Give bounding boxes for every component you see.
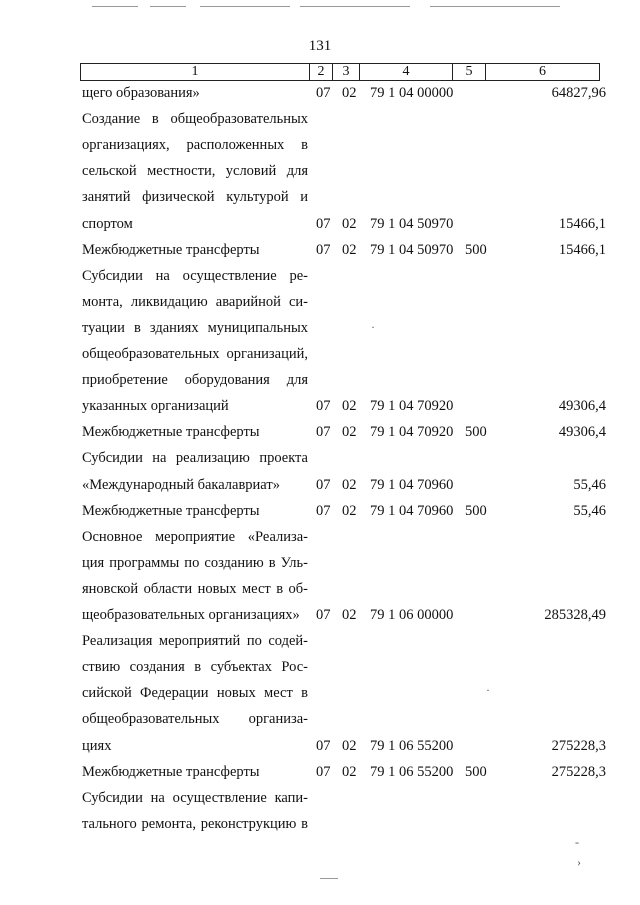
row-description: спортом: [82, 215, 133, 232]
row-amount: 15466,1: [558, 215, 606, 232]
row-code-3: 02: [342, 241, 357, 258]
row-code-4: 79 1 04 70960: [370, 476, 454, 493]
scan-speck: -: [575, 835, 579, 849]
table-row: [0, 472, 640, 498]
row-code-5: 500: [465, 241, 487, 258]
row-description: приобретение оборудования для: [82, 372, 308, 389]
row-code-2: 07: [316, 502, 331, 519]
row-amount: 55,46: [573, 476, 606, 493]
table-row: [0, 811, 640, 837]
table-row: [0, 211, 640, 237]
row-code-5: 500: [465, 424, 487, 441]
scan-artifact: [300, 6, 410, 7]
scan-artifact: [92, 6, 138, 7]
row-description: Межбюджетные трансферты: [82, 241, 260, 258]
table-row: [0, 158, 640, 184]
row-description: сельской местности, условий для: [82, 163, 308, 180]
row-description: Создание в общеобразовательных: [82, 111, 308, 128]
row-amount: 275228,3: [551, 737, 606, 754]
table-header: [80, 63, 600, 81]
row-code-4: 79 1 04 70920: [370, 424, 454, 441]
row-code-3: 02: [342, 215, 357, 232]
table-row: [0, 341, 640, 367]
table-row: [0, 759, 640, 785]
table-row: [0, 445, 640, 471]
row-code-2: 07: [316, 241, 331, 258]
row-amount: 49306,4: [558, 424, 606, 441]
row-description: Межбюджетные трансферты: [82, 502, 260, 519]
row-description: организациях, расположенных в: [82, 137, 308, 154]
table-row: [0, 393, 640, 419]
row-code-4: 79 1 06 55200: [370, 737, 454, 754]
row-description: щеобразовательных организациях»: [82, 607, 300, 623]
row-code-2: 07: [316, 476, 331, 493]
row-code-3: 02: [342, 737, 357, 754]
table-row: [0, 785, 640, 811]
row-code-3: 02: [342, 398, 357, 415]
row-code-2: 07: [316, 215, 331, 232]
header-col-6: 6: [486, 64, 600, 81]
row-code-2: 07: [316, 607, 331, 623]
row-code-4: 79 1 06 00000: [370, 607, 454, 623]
header-col-3: 3: [333, 64, 360, 81]
row-code-5: 500: [465, 502, 487, 519]
scan-speck: ·: [486, 683, 490, 697]
row-description: указанных организаций: [82, 398, 229, 415]
row-code-4: 79 1 04 70920: [370, 398, 454, 415]
row-description: «Международный бакалавриат»: [82, 476, 280, 493]
header-col-2: 2: [310, 64, 333, 81]
row-description: тального ремонта, реконструкцию в: [82, 815, 308, 832]
table-row: [0, 550, 640, 576]
row-description: сийской Федерации новых мест в: [82, 685, 308, 702]
row-code-3: 02: [342, 607, 357, 623]
row-code-2: 07: [316, 398, 331, 415]
table-row: [0, 237, 640, 263]
row-code-3: 02: [342, 424, 357, 441]
table-row: [0, 184, 640, 210]
scan-artifact: [200, 6, 290, 7]
row-amount: 64827,96: [551, 85, 606, 101]
row-description: ствию создания в субъектах Рос-: [82, 659, 308, 676]
header-col-4: 4: [360, 64, 453, 81]
row-description: туации в зданиях муниципальных: [82, 319, 308, 336]
table-row: [0, 419, 640, 445]
row-amount: 15466,1: [558, 241, 606, 258]
table-row: [0, 263, 640, 289]
row-code-4: 79 1 04 50970: [370, 215, 454, 232]
row-amount: 49306,4: [558, 398, 606, 415]
row-code-3: 02: [342, 502, 357, 519]
row-code-2: 07: [316, 737, 331, 754]
row-description: Основное мероприятие «Реализа-: [82, 528, 308, 545]
row-description: Межбюджетные трансферты: [82, 424, 260, 441]
row-description: Субсидии на осуществление капи-: [82, 789, 308, 806]
table-row: [0, 680, 640, 706]
row-description: циях: [82, 737, 112, 754]
row-code-3: 02: [342, 85, 357, 101]
row-description: щего образования»: [82, 85, 200, 101]
row-code-3: 02: [342, 763, 357, 780]
row-code-4: 79 1 04 70960: [370, 502, 454, 519]
row-code-2: 07: [316, 763, 331, 780]
header-col-5: 5: [453, 64, 486, 81]
row-code-4: 79 1 04 50970: [370, 241, 454, 258]
table-row: [0, 80, 640, 106]
row-description: общеобразовательных организаций,: [82, 346, 308, 362]
table-row: [0, 706, 640, 732]
row-code-2: 07: [316, 85, 331, 101]
table-row: [0, 132, 640, 158]
page-number: 131: [308, 38, 332, 54]
row-description: Субсидии на реализацию проекта: [82, 450, 308, 467]
table-row: [0, 733, 640, 759]
row-description: ция программы по созданию в Уль-: [82, 554, 308, 571]
row-description: Реализация мероприятий по содей-: [82, 633, 308, 650]
row-code-5: 500: [465, 763, 487, 780]
scan-artifact: [320, 878, 338, 879]
row-code-2: 07: [316, 424, 331, 441]
table-row: [0, 628, 640, 654]
row-code-4: 79 1 04 00000: [370, 85, 454, 101]
table-row: [0, 498, 640, 524]
row-code-3: 02: [342, 476, 357, 493]
table-row: [0, 315, 640, 341]
row-description: занятий физической культурой и: [82, 189, 308, 206]
scan-speck: ›: [577, 855, 581, 869]
table-row: [0, 289, 640, 315]
table-row: [0, 602, 640, 628]
row-code-4: 79 1 06 55200: [370, 763, 454, 780]
row-amount: 275228,3: [551, 763, 606, 780]
row-description: общеобразовательных организа-: [82, 711, 308, 728]
scan-speck: ·: [371, 320, 375, 334]
header-col-1: 1: [81, 64, 310, 81]
row-description: Межбюджетные трансферты: [82, 763, 260, 780]
scan-artifact: [430, 6, 560, 7]
row-description: Субсидии на осуществление ре-: [82, 267, 308, 284]
row-description: монта, ликвидацию аварийной си-: [82, 293, 308, 310]
table-row: [0, 367, 640, 393]
table-row: [0, 524, 640, 550]
table-row: [0, 576, 640, 602]
table-row: [0, 654, 640, 680]
row-description: яновской области новых мест в об-: [82, 580, 308, 597]
row-amount: 55,46: [573, 502, 606, 519]
table-row: [0, 106, 640, 132]
scan-artifact: [150, 6, 186, 7]
row-amount: 285328,49: [544, 607, 606, 623]
